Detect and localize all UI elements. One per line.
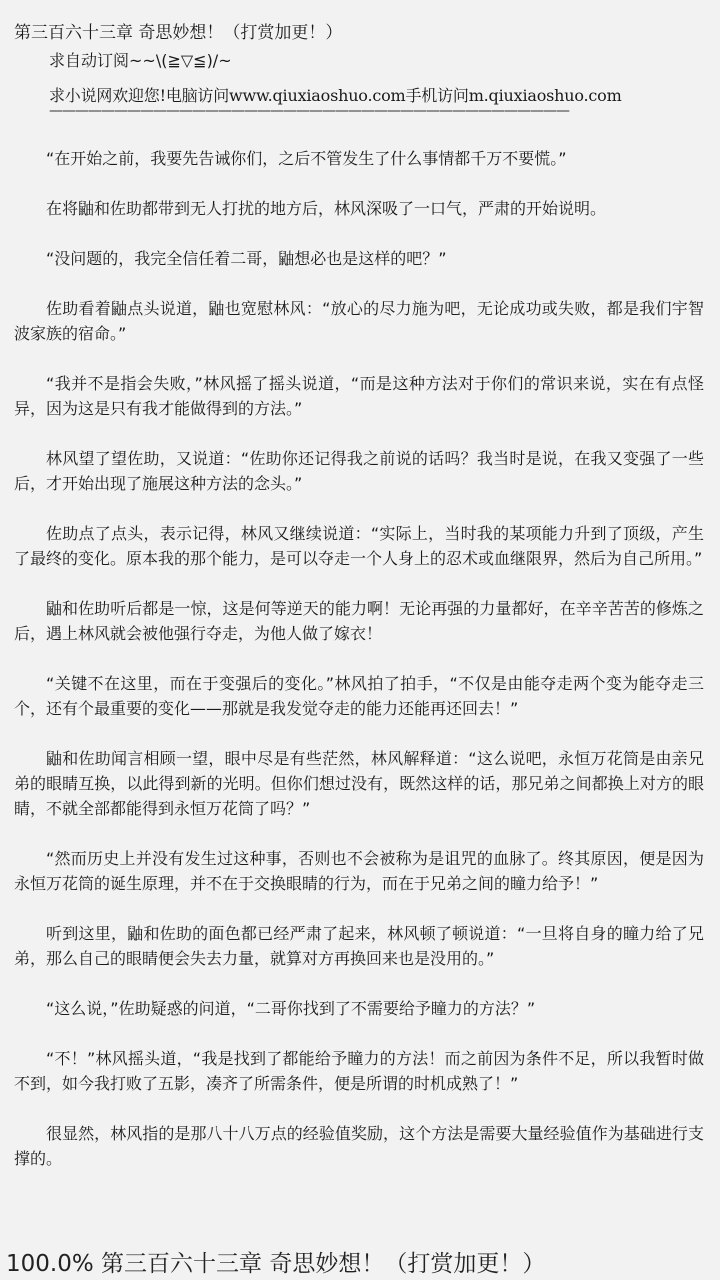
paragraph: “关键不在这里，而在于变强后的变化。”林风拍了拍手，“不仅是由能夺走两个变为能夺走三个，还有个最重要的变化——那就是我发觉夺走的能力还能再还回去！” [14, 674, 704, 718]
paragraph: 佐助看着鼬点头说道，鼬也宽慰林风：“放心的尽力施为吧，无论成功或失败，都是我们宇智波家族的宿命。” [14, 299, 704, 343]
reading-status-bar [6, 1248, 545, 1280]
paragraph: 听到这里，鼬和佐助的面色都已经严肃了起来，林风顿了顿说道：“一旦将自身的瞳力给了兄弟，那么自己的眼睛便会失去力量，就算对方再换回来也是没用的。” [14, 924, 704, 968]
paragraph: 鼬和佐助闻言相顾一望，眼中尽是有些茫然，林风解释道：“这么说吧，永恒万花筒是由亲兄弟的眼睛互换，以此得到新的光明。但你们想过没有，既然这样的话，那兄弟之间都换上对方的眼睛，不就全部都能得到永恒万花筒了吗？” [14, 749, 704, 818]
chapter-body [14, 146, 704, 1196]
paragraph: 很显然，林风指的是那八十八万点的经验值奖励，这个方法是需要大量经验值作为基础进行支撑的。 [14, 1124, 704, 1168]
site-notice: 求小说网欢迎您!电脑访问www.qiuxiaoshuo.com手机访问m.qiuxiaoshuo.com [49, 86, 622, 105]
paragraph: 鼬和佐助听后都是一惊，这是何等逆天的能力啊！无论再强的力量都好，在辛辛苦苦的修炼之后，遇上林风就会被他强行夺走，为他人做了嫁衣！ [14, 599, 704, 643]
paragraph: “然而历史上并没有发生过这种事，否则也不会被称为是诅咒的血脉了。终其原因，便是因为永恒万花筒的诞生原理，并不在于交换眼睛的行为，而在于兄弟之间的瞳力给予！” [14, 849, 704, 893]
footer-chapter-title: 第三百六十三章 奇思妙想！（打赏加更！） [101, 1251, 546, 1277]
paragraph: “不！”林风摇头道，“我是找到了都能给予瞳力的方法！而之前因为条件不足，所以我暂时做不到，如今我打败了五影，凑齐了所需条件，便是所谓的时机成熟了！” [14, 1049, 704, 1093]
chapter-title: 第三百六十三章 奇思妙想！（打赏加更！） [14, 23, 343, 43]
subscribe-note: 求自动订阅~~\(≧▽≦)/~ [49, 51, 232, 70]
paragraph: “我并不是指会失败，”林风摇了摇头说道，“而是这种方法对于你们的常识来说，实在有点怪异，因为这是只有我才能做得到的方法。” [14, 374, 704, 418]
reading-progress: 100.0% [6, 1251, 94, 1277]
paragraph: 林风望了望佐助，又说道：“佐助你还记得我之前说的话吗？我当时是说，在我又变强了一些后，才开始出现了施展这种方法的念头。” [14, 449, 704, 493]
divider-line: ———————————————————————————————————————— [49, 103, 569, 119]
paragraph: 在将鼬和佐助都带到无人打扰的地方后，林风深吸了一口气，严肃的开始说明。 [46, 199, 607, 218]
paragraph: 佐助点了点头，表示记得，林风又继续说道：“实际上，当时我的某项能力升到了顶级，产生了最终的变化。原本我的那个能力，是可以夺走一个人身上的忍术或血继限界，然后为自己所用。” [14, 524, 704, 568]
paragraph: “这么说，”佐助疑惑的问道，“二哥你找到了不需要给予瞳力的方法？” [46, 999, 536, 1018]
paragraph: “没问题的，我完全信任着二哥，鼬想必也是这样的吧？” [46, 249, 447, 268]
paragraph: “在开始之前，我要先告诫你们，之后不管发生了什么事情都千万不要慌。” [46, 149, 567, 168]
